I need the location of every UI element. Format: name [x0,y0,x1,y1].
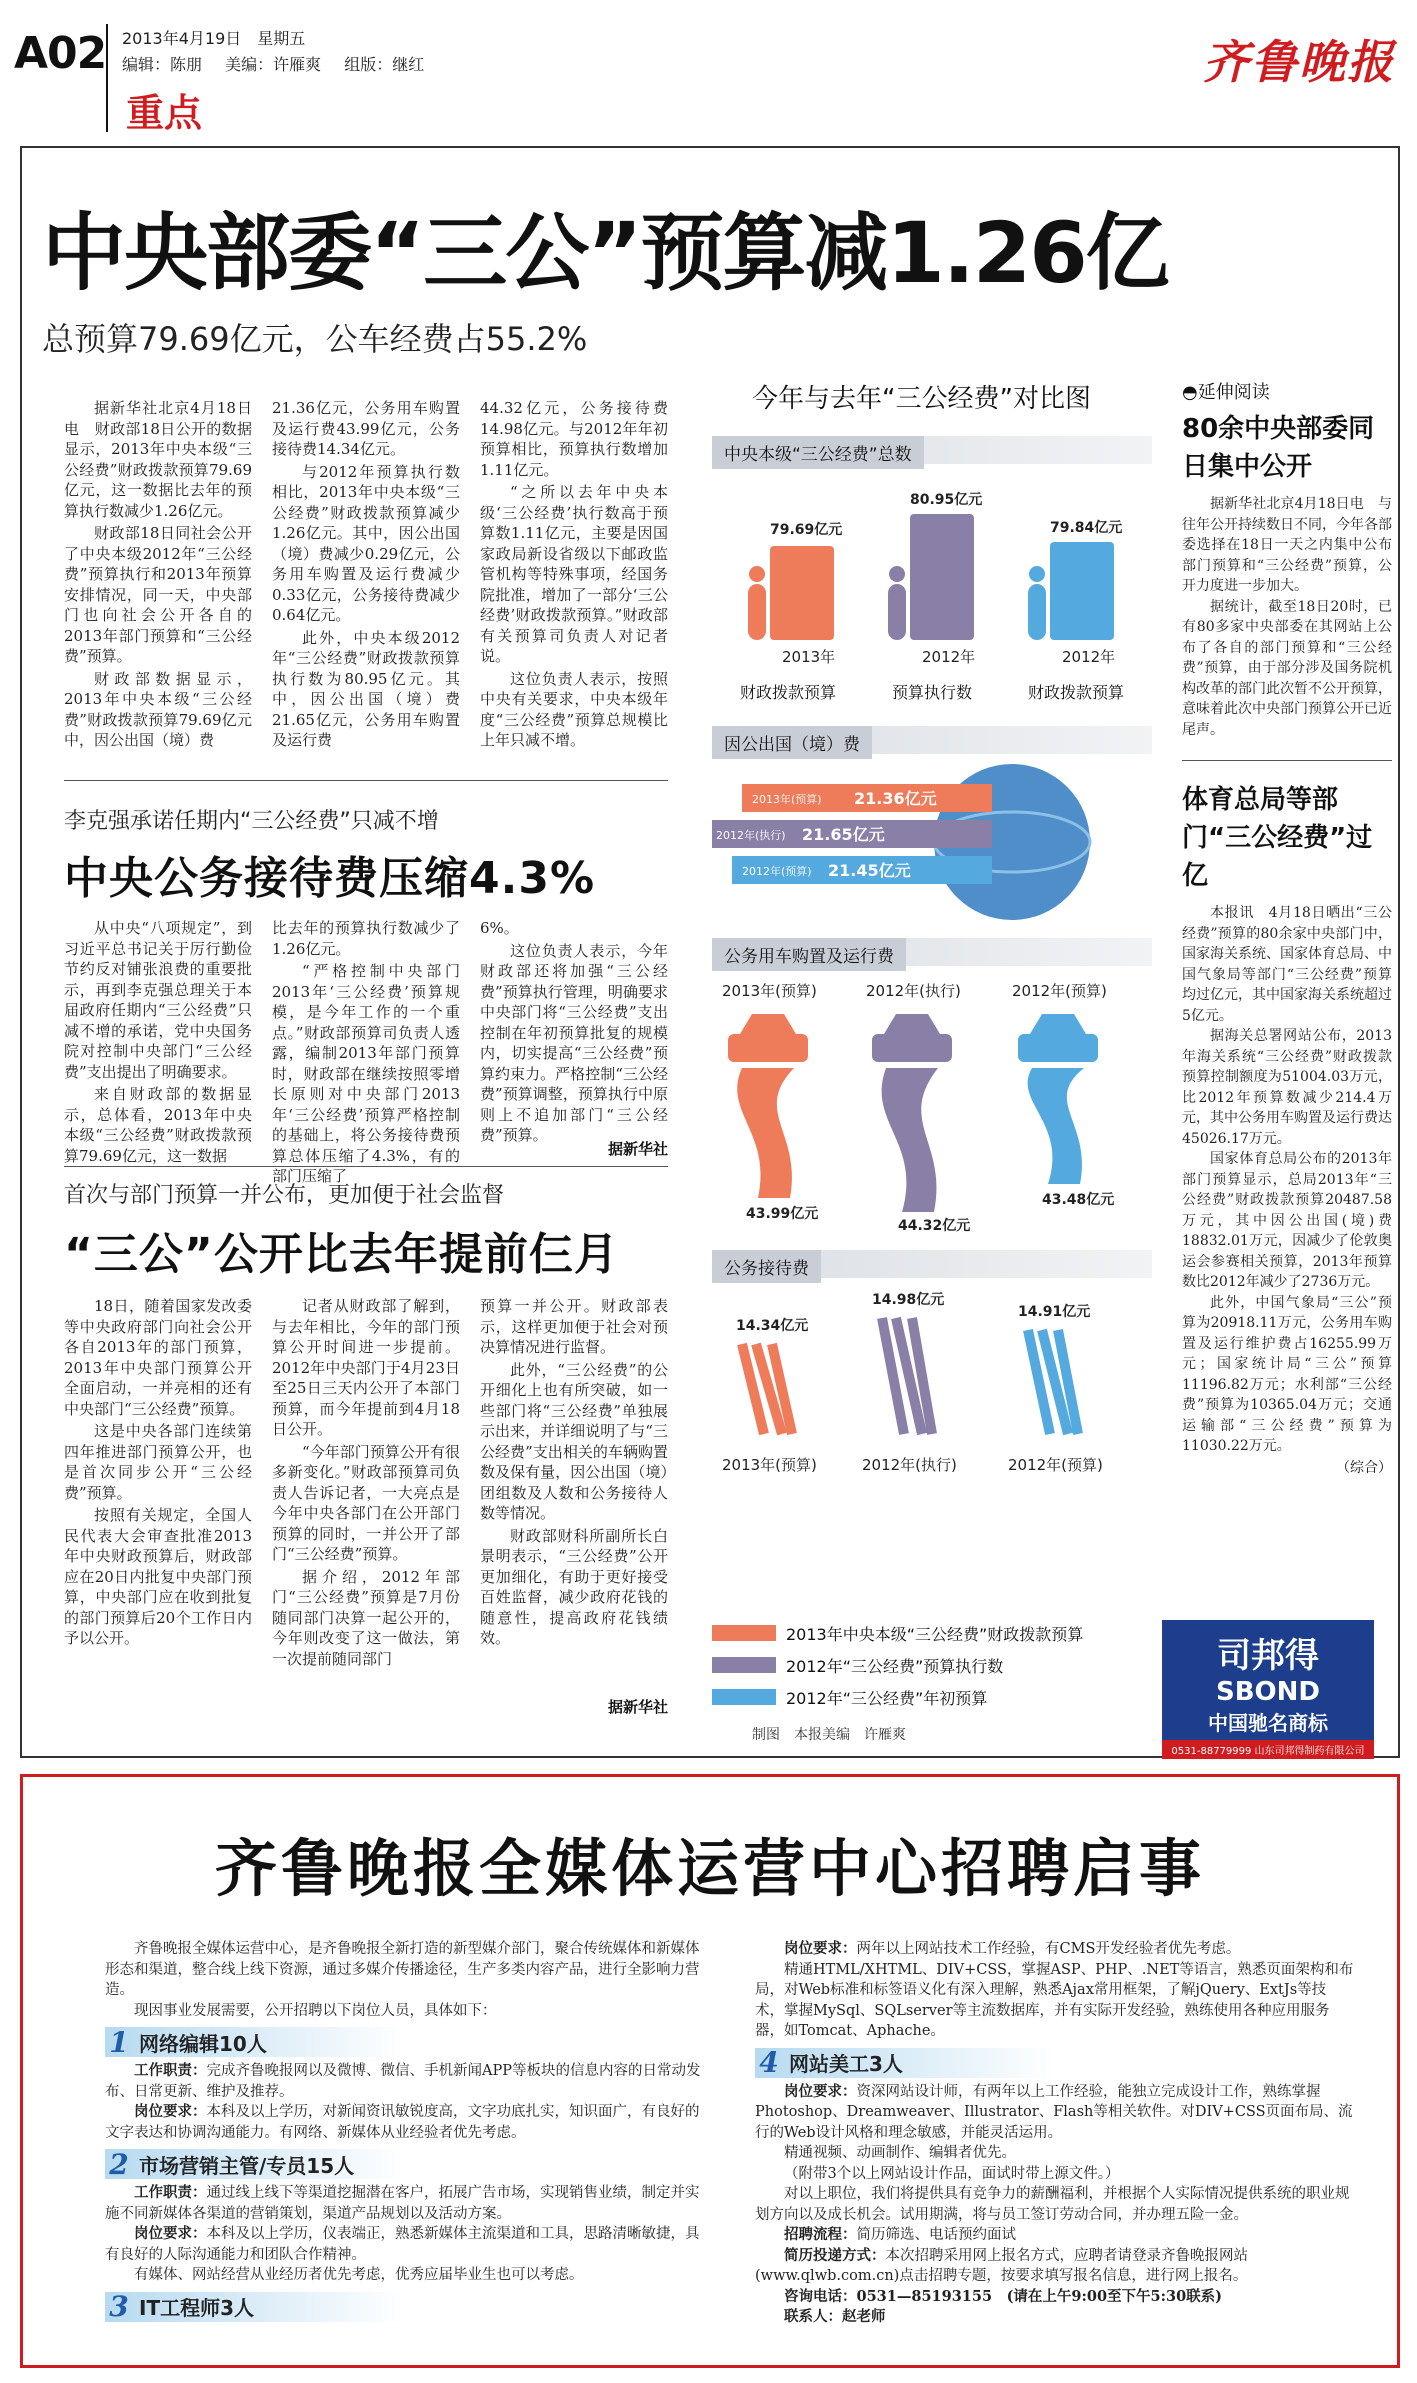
section-label: 中央本级“三公经费”总数 [712,436,924,469]
paragraph: 44.32亿元，公务接待费14.98亿元。与2012年年初预算相比，预算执行数增加1.11亿元。 [480,399,668,479]
position-duty: 资深网站设计师，有两年以上工作经验，能独立完成设计工作，熟练掌握Photoshop、Dreamweaver、Illustrator、Flash等相关软件。对DIV+CSS页面布局、流行的Web设计风格和理念敏感，并能灵活运用。 [755,2083,1353,2141]
issue-date: 2013年4月19日 星期五 [122,29,306,48]
luggage-stack [910,514,974,640]
total-sublabel: 财政拨款预算 [739,683,836,702]
total-label: 2012年 [1062,648,1116,666]
paragraph: 按照有关规定，全国人民代表大会审查批准2013年中央财政预算后，财政部应在20日内批复中央部门预算，中央部门应在收到批复的部门预算后20个工作日内予以公开。 [64,1506,252,1647]
position-req: 本科及以上学历，对新闻资讯敏锐度高，文字功底扎实，知识面广，有良好的文字表达和协调沟通能力。有网络、新媒体从业经验者优先考虑。 [105,2104,700,2141]
reception-label: 2013年(预算) [722,1456,817,1474]
tableware-icon [722,1317,817,1474]
tableware-icon [862,1291,957,1474]
paragraph: 据统计，截至18日20时，已有80多家中央部委在其网站上公布了各自的部门预算和“三公经费”预算，由于部分涉及国务院机构改革的部门此次暂不公开预算，意味着此次中央部门预算公开已近尾声。 [1182,598,1392,738]
paragraph: 据海关总署网站公布，2013年海关系统“三公经费”财政拨款预算控制额度为51004.03万元，比2012年预算数减少214.4万元，其中公务用车购置及运行费达45026.17万元。 [1182,1028,1392,1147]
story3-title: “三公”公开比去年提前仨月 [64,1229,619,1280]
paragraph: 国家体育总局公布的2013年部门预算显示，总局2013年“三公经费”财政拨款预算20487.58万元，其中因公出国(境)费18832.01万元，因减少了伦敦奥运会参赛相关预算，2013年预算数比2012年减少了2736万元。 [1182,1151,1392,1290]
total-value: 79.69亿元 [770,522,843,538]
position-name: 网站美工3人 [789,2052,903,2076]
paragraph: 本报讯 4月18日晒出“三公经费”预算的80余家中央部门中，国家海关系统、国家体育总局、中国气象局等部门“三公经费”预算均过亿元，其中国家海关系统超过5亿元。 [1182,905,1392,1024]
reception-chart [712,1284,1152,1484]
person-head-icon [749,566,765,582]
position-req: 本科及以上学历，仪表端正，熟悉新媒体主流渠道和工具，思路清晰敏捷，具有良好的人际沟通能力和团队合作精神。 [105,2226,700,2263]
car-icon [872,1014,970,1234]
phone: 0531—85193155 (请在上午9:00至下午5:30联系) [856,2287,1223,2305]
total-label: 2013年 [782,648,836,666]
position-name: IT工程师3人 [139,2296,254,2320]
position-number: 3 [109,2290,129,2323]
contact-person: 赵老师 [842,2308,886,2325]
position-name: 网络编辑10人 [139,2031,267,2056]
divider [1182,760,1392,761]
field-label: 咨询电话： [784,2287,857,2305]
position-tab-4 [755,2048,1055,2078]
reception-value: 14.98亿元 [872,1292,945,1308]
totals-chart [712,474,1152,674]
legend-swatch [712,1625,776,1641]
cars-value: 44.32亿元 [898,1218,971,1234]
legend-swatch [712,1689,776,1705]
benefits: 对以上职位，我们将提供具有竞争力的薪酬福利，并根据个人实际情况提供系统的职业规划方向以及成长机会。试用期满，将与员工签订劳动合同，并办理五险一金。 [755,2186,1350,2223]
field-label: 简历投递方式： [784,2246,886,2264]
paragraph: 齐鲁晚报全媒体运营中心，是齐鲁晚报全新打造的新型媒介部门，聚合传统媒体和新媒体形态和渠道，整合线上线下资源，通过多媒介传播途径，生产多类内容产品，进行全影响力营造。 [105,1941,700,1998]
paragraph: “之所以去年中央本级‘三公经费’执行数高于预算数1.11亿元，主要是因国家政局新设省级以下邮政监管机构等特殊事项，经国务院批准，增加了一部分‘三公经费’财政拨款预算。”财政部有关预算司负责人对记者说。 [480,483,668,665]
sidebar-kicker [1182,378,1392,404]
sidebar-byline: （综合） [1336,1459,1392,1476]
cars-chart [712,972,1152,1232]
paragraph: 18日，随着国家发改委等中央政府部门向社会公开各自2013年的部门预算，2013年中央部门预算公开全面启动，一并亮相的还有中央部门“三公经费”预算。 [64,1297,252,1418]
field-label: 岗位要求： [134,2225,207,2242]
story3-col-3 [480,1296,668,1692]
story2-col-3 [480,918,668,1144]
paragraph: 这位负责人表示，按照中央有关要求，中央本级年度“三公经费”预算总规模比上年只减不增。 [480,669,668,749]
legend-item [712,1650,1152,1680]
news-frame [20,146,1400,1758]
sidebar-title-2: 体育总局等部门“三公经费”过亿 [1182,785,1373,891]
story3-col-2 [272,1296,460,1716]
story2-col-1 [64,918,252,1165]
paragraph: 据介绍，2012年部门“三公经费”预算是7月份随同部门决算一起公开的，今年则改变了这一做法，第一次提前随同部门 [272,1567,460,1668]
story3-kicker: 首次与部门预算一并公布，更加便于社会监督 [64,1183,505,1208]
legend-item [712,1682,1152,1712]
paragraph: 比去年的预算执行数减少了1.26亿元。 [272,919,460,958]
position-duty: 通过线上线下等渠道挖掘潜在客户，拓展广告市场，实现销售业绩，制定并实施不同新媒体各渠道的营销策划，渠道产品规划以及活动方案。 [105,2185,700,2222]
position-req: 精通HTML/XHTML、DIV+CSS，掌握ASP、PHP、.NET等语言，熟悉页面架构和布局，对Web标准和标签语义化有深入理解，熟悉Ajax常用框架，了解jQuery、ExtJs等技术，掌握MySql、SQLserver等主流数据库，并有实际开发经验，熟练使用各种应用服务器，如Tomcat、Aphache。 [755,1961,1354,2039]
travel-tag: 2013年(预算) [752,793,822,806]
travel-tag: 2012年(执行) [716,829,786,842]
travel-value: 21.36亿元 [854,789,937,808]
paragraph: 据新华社北京4月18日电 与往年公开持续数日不同，今年各部委选择在18日一天之内集中公布部门预算和“三公经费”预算，公开力度进一步加大。 [1182,496,1392,594]
sidebar-title: 80余中央部委同日集中公开 [1182,414,1375,482]
person-head-icon [1029,566,1045,582]
section-label: 公务用车购置及运行费 [712,938,906,971]
paragraph: 财政部财科所副所长白景明表示，“三公经费”公开更加细化，有助于更好接受百姓监督，减少政府花钱的随意性，提高政府花钱绩效。 [480,1526,668,1647]
sbond-ad[interactable] [1162,1620,1374,1757]
paragraph: 此外，中国气象局“三公”预算为20918.11万元，公务用车购置及运行维护费占16255.99万元；国家统计局“三公”预算11196.82万元；水利部“三公经费”预算为10365.04万元；交通运输部“三公经费”预算为11030.22万元。 [1182,1294,1392,1454]
travel-tag: 2012年(预算) [742,865,812,878]
reception-value: 14.91亿元 [1018,1304,1091,1320]
car-icon [728,1014,818,1222]
story2-col-2 [272,918,460,1185]
position-note: （附带3个以上网站设计作品，面试时带上源文件。） [784,2165,1120,2182]
field-label: 岗位要求： [134,2103,207,2120]
divider [64,780,668,781]
total-value: 79.84亿元 [1050,520,1123,536]
paragraph: 财政部18日同社会公开了中央本级2012年“三公经费”预算执行和2013年预算安排情况，同一天，中央部门也向社会公开各自的2013年部门预算和“三公经费”预算。 [64,524,252,665]
main-col-1 [64,398,252,749]
position-duty: 完成齐鲁晚报网以及微博、微信、手机新闻APP等板块的信息内容的日常动发布、日常更新、维护及推荐。 [105,2063,701,2100]
main-subhead: 总预算79.69亿元，公车经费占55.2% [42,320,588,358]
paragraph: 从中央“八项规定”，到习近平总书记关于厉行勤俭节约反对铺张浪费的重要批示，再到李克强总理关于本届政府任期内“三公经费”只减不增的承诺，党中央国务院对控制中央部门“三公经费”支出提出了明确要求。 [64,919,252,1081]
cars-value: 43.48亿元 [1042,1192,1115,1208]
field-label: 工作职责： [134,2184,207,2201]
total-sublabel: 预算执行数 [891,683,972,702]
ad-brand: 司邦得 [1217,1636,1319,1676]
position-number: 1 [109,2025,129,2059]
car-icon [1018,1014,1114,1208]
position-req: 精通视频、动画制作、编辑者优先。 [784,2145,1016,2161]
field-label: 岗位要求： [784,2082,857,2100]
process: 简历筛选、电话预约面试 [856,2227,1016,2243]
section-band [712,726,1152,754]
editor: 编辑：陈朋 [122,55,203,74]
person-icon [1028,584,1046,640]
position-note: 有媒体、网站经营从业经历者优先考虑，优秀应届毕业生也可以考虑。 [134,2267,584,2283]
legend-text: 2013年中央本级“三公经费”财政拨款预算 [786,1624,1084,1644]
paragraph: 预算一并公开。财政部表示，这样更加便于社会对预决算情况进行监督。 [480,1297,668,1356]
paragraph: 来自财政部的数据显示，总体看，2013年中央本级“三公经费”财政拨款预算79.69亿元，这一数据 [64,1085,252,1165]
totals-group-3 [1028,519,1122,666]
main-headline: 中央部委“三公”预算减1.26亿 [42,204,1168,302]
story2-byline: 据新华社 [607,1140,668,1158]
legend-item [712,1618,1152,1648]
cars-value: 43.99亿元 [746,1206,819,1222]
section-band [712,436,1152,464]
sidebar-text-2 [1182,903,1392,1457]
totals-group-1 [748,521,842,666]
layout-editor: 组版：继红 [344,55,425,74]
header-rule [106,24,108,132]
legend-text: 2012年“三公经费”年初预算 [786,1688,988,1708]
legend-text: 2012年“三公经费”预算执行数 [786,1656,1004,1676]
position-number: 4 [759,2046,779,2079]
paragraph: 6%。 [480,919,519,937]
totals-labels [712,680,1152,703]
position-tab-2 [105,2149,405,2179]
paragraph: 记者从财政部了解到，与去年相比，今年的部门预算公开时间进一步提前。2012年中央部门于4月23日至25日三天内公开了本部门预算，而今年提前到4月18日公开。 [272,1297,460,1438]
infographic-credit: 制图 本报美编 许雁爽 [752,1727,906,1743]
recruit-col-left [105,1939,705,2326]
luggage-stack [1050,542,1114,640]
legend [712,1618,1152,1714]
position-tab-1 [105,2027,405,2057]
field-label: 工作职责： [134,2062,207,2079]
art-editor: 美编：许雁爽 [225,55,322,74]
story3-col-1 [64,1296,252,1716]
cars-label: 2012年(执行) [866,982,961,1000]
sidebar-text [1182,494,1392,740]
main-col-2 [272,398,460,749]
reception-value: 14.34亿元 [736,1318,809,1334]
send-method: 本次招聘采用网上报名方式，应聘者请登录齐鲁晚报网站(www.qlwb.com.cn)点击招聘专题，按要求填写报名信息，进行网上报名。 [755,2247,1248,2284]
paragraph: 现因事业发展需要，公开招聘以下岗位人员，具体如下： [134,2002,497,2019]
section-label: 重点 [126,91,203,135]
position-req: 两年以上网站技术工作经验，有CMS开发经验者优先考虑。 [856,1941,1241,1957]
main-col-3 [480,398,668,749]
ad-contact: 0531-88779999 山东司邦得制药有限公司 [1162,1740,1374,1759]
paragraph: 据新华社北京4月18日电 财政部18日公开的数据显示，2013年中央本级“三公经费”财政拨款预算79.69亿元，这一数据比去年的预算执行数减少1.26亿元。 [64,399,252,520]
paragraph: “今年部门预算公开有很多新变化。”财政部预算司负责人告诉记者，一大亮点是今年中央各部门在公开部门预算的同时，一并公开了部门“三公经费”预算。 [272,1442,460,1563]
story3-byline: 据新华社 [607,1698,668,1716]
paragraph: 此外，“三公经费”的公开细化上也有所突破，如一些部门将“三公经费”单独展示出来，并详细说明了与“三公经费”支出相关的车辆购置数及保有量，因公出国（境）团组数及人数和公务接待人数等情况。 [480,1360,668,1522]
infographic [712,378,1152,1748]
story2-title: 中央公务接待费压缩4.3% [64,853,596,904]
paragraph: “严格控制中央部门2013年‘三公经费’预算规模，是今年工作的一个重点。”财政部预算司负责人透露，编制2013年部门预算时，财政部在继续按照零增长原则对中央部门2013年‘三公经费’预算严格控制的基础上，将公务接待费预算总体压缩了4.3%，有的部门压缩了 [272,962,460,1185]
ad-tagline: 中国驰名商标 [1208,1711,1328,1735]
field-label: 联系人： [784,2308,842,2325]
total-label: 2012年 [922,648,976,666]
sidebar [1182,378,1392,1477]
page-number: A02 [14,28,107,79]
infographic-title: 今年与去年“三公经费”对比图 [752,384,1091,414]
totals-group-2 [888,491,982,666]
cars-label: 2013年(预算) [722,982,817,1000]
person-icon [748,584,766,640]
section-band [712,938,1152,966]
recruit-col-right [755,1939,1355,2328]
position-tab-3 [105,2292,405,2322]
page-header [0,0,1417,140]
masthead-logo: 齐鲁晚报 [1203,35,1395,89]
position-number: 2 [109,2147,129,2181]
paragraph: 财政部数据显示，2013年中央本级“三公经费”财政拨款预算79.69亿元中，因公出国（境）费 [64,669,252,749]
section-band [712,1250,1152,1278]
person-icon [888,584,906,640]
paragraph: 这是中央各部门连续第四年推进部门预算公开，也是首次同步公开“三公经费”预算。 [64,1422,252,1502]
field-label: 招聘流程： [784,2226,857,2243]
sidebar-kicker-text: 延伸阅读 [1197,382,1270,403]
travel-value: 21.45亿元 [828,861,911,880]
travel-value: 21.65亿元 [802,825,885,844]
position-name: 市场营销主管/专员15人 [139,2153,355,2178]
section-label: 因公出国（境）费 [712,726,872,759]
header-meta [122,26,442,78]
ad-brand-en: SBOND [1216,1677,1320,1707]
paragraph: 与2012年预算执行数相比，2013年中央本级“三公经费”财政拨款预算减少1.26亿元。其中，因公出国（境）费减少0.29亿元，公务用车购置及运行费减少0.33亿元，公务接待费减少0.64亿元。 [272,462,460,624]
field-label: 岗位要求： [784,1940,857,1957]
section-label: 公务接待费 [712,1250,821,1283]
person-head-icon [889,566,905,582]
tableware-icon [1008,1303,1103,1474]
paragraph: 21.36亿元，公务用车购置及运行费43.99亿元，公务接待费14.34亿元。 [272,399,460,458]
recruitment-notice [20,1774,1400,2368]
legend-swatch [712,1657,776,1673]
recruit-title: 齐鲁晚报全媒体运营中心招聘启事 [214,1832,1205,1905]
circle-icon: ◓ [1182,382,1198,403]
travel-chart [712,762,1152,922]
total-sublabel: 财政拨款预算 [1027,683,1124,702]
reception-label: 2012年(执行) [862,1456,957,1474]
reception-label: 2012年(预算) [1008,1456,1103,1474]
cars-label: 2012年(预算) [1012,982,1107,1000]
luggage-stack [770,546,834,640]
divider [64,1166,668,1167]
story2-kicker: 李克强承诺任期内“三公经费”只减不增 [64,809,439,834]
paragraph: 此外，中央本级2012年“三公经费”财政拨款预算执行数为80.95亿元。其中，因公出国（境）费21.65亿元，公务用车购置及运行费 [272,628,460,749]
total-value: 80.95亿元 [910,492,983,508]
paragraph: 这位负责人表示，今年财政部还将加强“三公经费”预算执行管理，明确要求中央部门将“三公经费”支出控制在年初预算批复的规模内，切实提高“三公经费”预算约束力。严格控制“三公经费”预算调整，预算执行中原则上不追加部门“三公经费”预算。 [480,941,668,1144]
